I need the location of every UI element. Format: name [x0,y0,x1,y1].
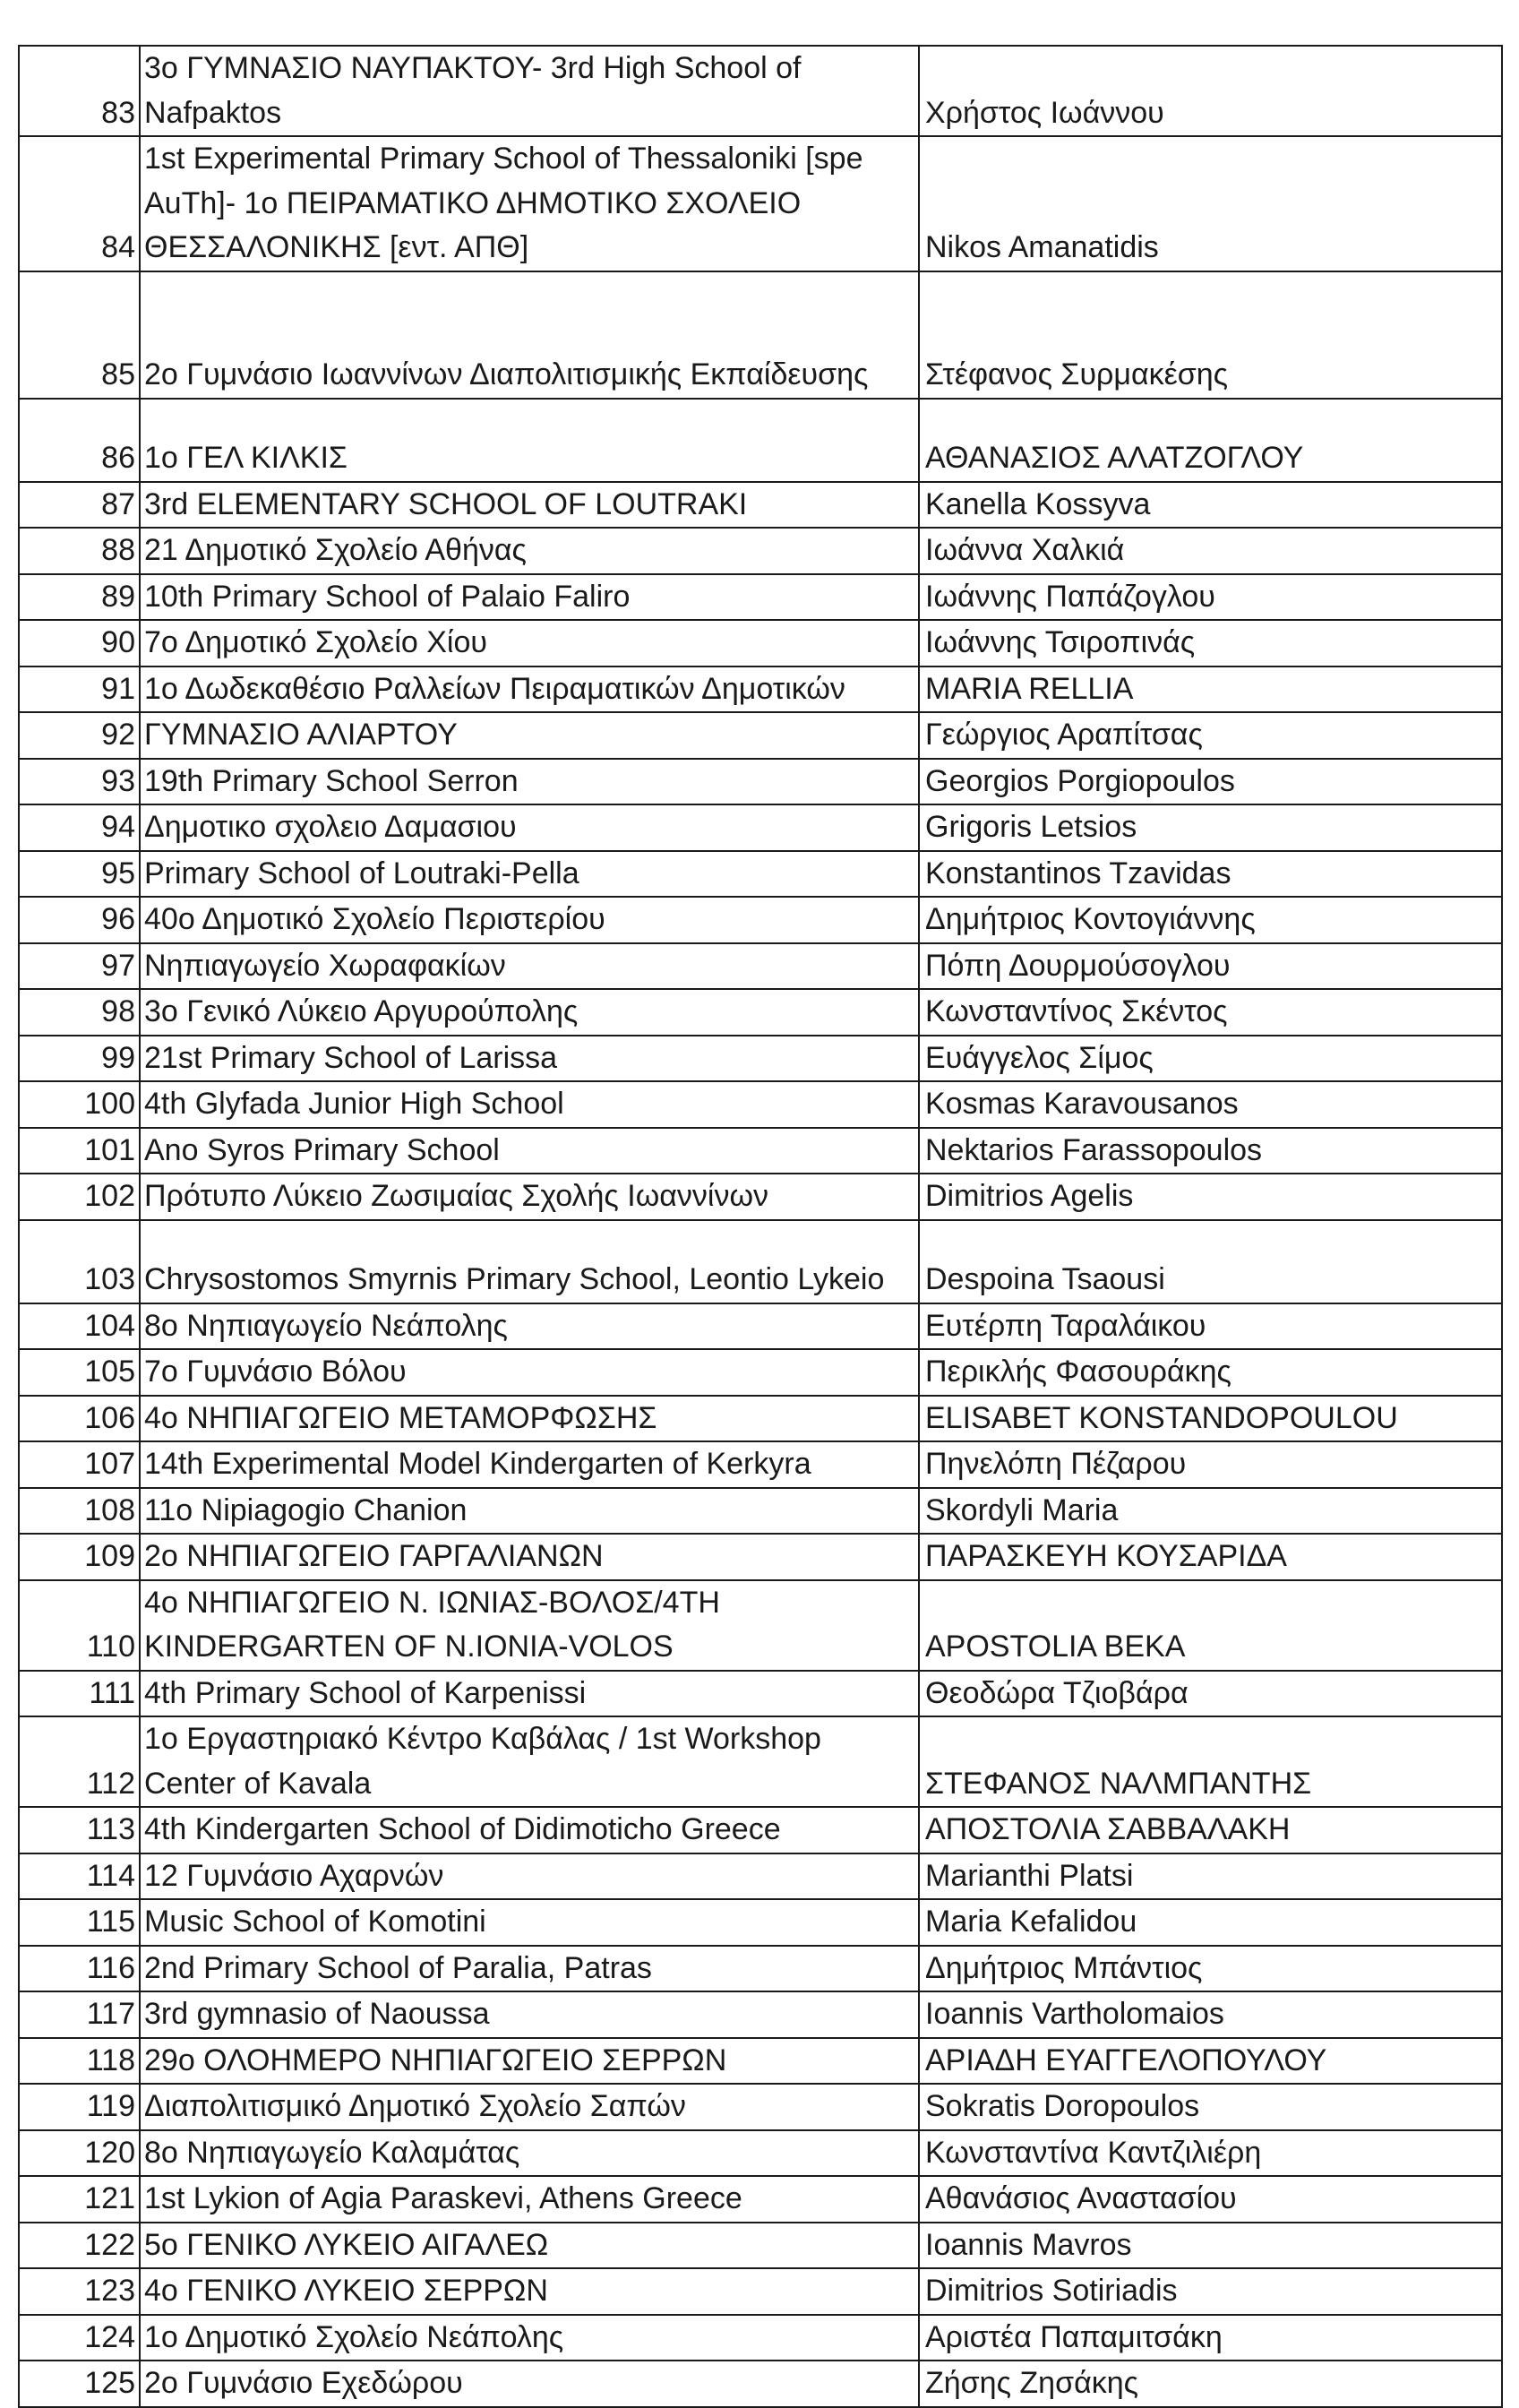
table-row [19,1174,1502,1220]
row-number: 93 [19,759,140,805]
school-name: 8ο Νηπιαγωγείο Καλαμάτας [140,2130,919,2177]
school-name: Music School of Komotini [140,1899,919,1946]
table-row [19,1580,1502,1671]
row-number: 123 [19,2268,140,2315]
contact-person: Skordyli Maria [919,1488,1502,1535]
table-row [19,1396,1502,1442]
table-row [19,2176,1502,2223]
contact-person: Δημήτριος Κοντογιάννης [919,897,1502,943]
contact-person: ΣΤΕΦΑΝΟΣ ΝΑΛΜΠΑΝΤΗΣ [919,1716,1502,1807]
table-row [19,528,1502,574]
row-number: 106 [19,1396,140,1442]
table-row [19,851,1502,898]
row-number: 89 [19,574,140,621]
school-name: Chrysostomos Smyrnis Primary School, Leontio Lykeio [140,1220,919,1303]
row-number: 84 [19,136,140,271]
row-number: 98 [19,989,140,1036]
school-name: Ano Syros Primary School [140,1128,919,1174]
school-name: 7ο Δημοτικό Σχολείο Χίου [140,620,919,666]
table-row [19,399,1502,482]
row-number: 115 [19,1899,140,1946]
school-name: 4ο ΝΗΠΙΑΓΩΓΕΙΟ Ν. ΙΩΝΙΑΣ-ΒΟΛΟΣ/4ΤΗ KINDERGARTEN OF N.IONIA-VOLOS [140,1580,919,1671]
contact-person: Αριστέα Παπαμιτσάκη [919,2315,1502,2361]
school-name: 3rd ELEMENTARY SCHOOL OF LOUTRAKI [140,482,919,529]
school-name: 4th Glyfada Junior High School [140,1081,919,1128]
contact-person: Ιωάννης Παπάζογλου [919,574,1502,621]
school-name: 3ο ΓΥΜΝΑΣΙΟ ΝΑΥΠΑΚΤΟΥ- 3rd High School of Nafpaktos [140,46,919,136]
school-name: 8ο Νηπιαγωγείο Νεάπολης [140,1303,919,1350]
row-number: 94 [19,804,140,851]
table-row [19,1441,1502,1488]
school-name: 29ο ΟΛΟΗΜΕΡΟ ΝΗΠΙΑΓΩΓΕΙΟ ΣΕΡΡΩΝ [140,2038,919,2085]
row-number: 121 [19,2176,140,2223]
school-name: 3rd gymnasio of Naoussa [140,1991,919,2038]
contact-person: Θεοδώρα Τζιοβάρα [919,1671,1502,1717]
contact-person: Ιωάννης Τσιροπινάς [919,620,1502,666]
table-row [19,2361,1502,2407]
contact-person: Στέφανος Συρμακέσης [919,271,1502,399]
row-number: 120 [19,2130,140,2177]
school-name: 4ο ΝΗΠΙΑΓΩΓΕΙΟ ΜΕΤΑΜΟΡΦΩΣΗΣ [140,1396,919,1442]
table-row [19,1081,1502,1128]
row-number: 124 [19,2315,140,2361]
contact-person: ELISABET KONSTANDOPOULOU [919,1396,1502,1442]
contact-person: Dimitrios Sotiriadis [919,2268,1502,2315]
school-name: ΓΥΜΝΑΣΙΟ ΑΛΙΑΡΤΟΥ [140,712,919,759]
table-row [19,1671,1502,1717]
table-row [19,759,1502,805]
row-number: 104 [19,1303,140,1350]
table-row [19,1036,1502,1082]
table-row [19,804,1502,851]
school-name: 40ο Δημοτικό Σχολείο Περιστερίου [140,897,919,943]
row-number: 92 [19,712,140,759]
row-number: 87 [19,482,140,529]
contact-person: ΠΑΡΑΣΚΕΥΗ ΚΟΥΣΑΡΙΔΑ [919,1534,1502,1580]
contact-person: Δημήτριος Μπάντιος [919,1946,1502,1992]
row-number: 108 [19,1488,140,1535]
contact-person: Marianthi Platsi [919,1853,1502,1900]
table-row [19,1220,1502,1303]
contact-person: Πηνελόπη Πέζαρου [919,1441,1502,1488]
row-number: 90 [19,620,140,666]
contact-person: Ευτέρπη Ταραλάικου [919,1303,1502,1350]
row-number: 116 [19,1946,140,1992]
school-name: 14th Experimental Model Kindergarten of Kerkyra [140,1441,919,1488]
table-row [19,943,1502,990]
contact-person: ΑΠΟΣΤΟΛΙΑ ΣΑΒΒΑΛΑΚΗ [919,1807,1502,1853]
row-number: 88 [19,528,140,574]
table-row [19,136,1502,271]
table-row [19,712,1502,759]
row-number: 118 [19,2038,140,2085]
row-number: 125 [19,2361,140,2407]
row-number: 99 [19,1036,140,1082]
row-number: 97 [19,943,140,990]
row-number: 117 [19,1991,140,2038]
school-name: 4ο ΓΕΝΙΚΟ ΛΥΚΕΙΟ ΣΕΡΡΩΝ [140,2268,919,2315]
row-number: 122 [19,2223,140,2269]
table-row [19,46,1502,136]
school-name: 3ο Γενικό Λύκειο Αργυρούπολης [140,989,919,1036]
table-row [19,620,1502,666]
table-row [19,1946,1502,1992]
contact-person: Κωνσταντίνος Σκέντος [919,989,1502,1036]
row-number: 96 [19,897,140,943]
table-row [19,2223,1502,2269]
row-number: 111 [19,1671,140,1717]
table-row [19,1488,1502,1535]
school-name: 5ο ΓΕΝΙΚΟ ΛΥΚΕΙΟ ΑΙΓΑΛΕΩ [140,2223,919,2269]
row-number: 83 [19,46,140,136]
row-number: 112 [19,1716,140,1807]
row-number: 114 [19,1853,140,1900]
contact-person: MARIA RELLIA [919,666,1502,713]
school-name: 1st Lykion of Agia Paraskevi, Athens Greece [140,2176,919,2223]
school-name: 1ο ΓΕΛ ΚΙΛΚΙΣ [140,399,919,482]
contact-person: Ioannis Vartholomaios [919,1991,1502,2038]
table-row [19,1991,1502,2038]
contact-person: Χρήστος Ιωάννου [919,46,1502,136]
school-name: 1ο Δημοτικό Σχολείο Νεάπολης [140,2315,919,2361]
table-row [19,1349,1502,1396]
table-row [19,2315,1502,2361]
school-name: 12 Γυμνάσιο Αχαρνών [140,1853,919,1900]
contact-person: Γεώργιος Αραπίτσας [919,712,1502,759]
table-row [19,271,1502,399]
contact-person: Ιωάννα Χαλκιά [919,528,1502,574]
school-name: Πρότυπο Λύκειο Ζωσιμαίας Σχολής Ιωαννίνων [140,1174,919,1220]
school-name: 1ο Εργαστηριακό Κέντρο Καβάλας / 1st Workshop Center of Kavala [140,1716,919,1807]
contact-person: ΑΡΙΑΔΗ ΕΥΑΓΓΕΛΟΠΟΥΛΟΥ [919,2038,1502,2085]
table-row [19,1128,1502,1174]
school-name: Διαπολιτισμικό Δημοτικό Σχολείο Σαπών [140,2084,919,2130]
row-number: 113 [19,1807,140,1853]
table-row [19,2038,1502,2085]
school-name: Νηπιαγωγείο Χωραφακίων [140,943,919,990]
row-number: 103 [19,1220,140,1303]
row-number: 86 [19,399,140,482]
contact-person: Georgios Porgiopoulos [919,759,1502,805]
contact-person: Sokratis Doropoulos [919,2084,1502,2130]
school-name: 2ο ΝΗΠΙΑΓΩΓΕΙΟ ΓΑΡΓΑΛΙΑΝΩΝ [140,1534,919,1580]
table-row [19,1303,1502,1350]
contact-person: Kanella Kossyva [919,482,1502,529]
contact-person: Περικλής Φασουράκης [919,1349,1502,1396]
table-row [19,2084,1502,2130]
contact-person: Nektarios Farassopoulos [919,1128,1502,1174]
school-name: 4th Primary School of Karpenissi [140,1671,919,1717]
school-name: 1st Experimental Primary School of Thessaloniki [spe AuTh]- 1ο ΠΕΙΡΑΜΑΤΙΚΟ ΔΗΜΟΤΙΚΟ ΣΧΟΛΕΙΟ ΘΕΣΣΑΛΟΝΙΚΗΣ [εντ. ΑΠΘ] [140,136,919,271]
table-row [19,989,1502,1036]
contact-person: Κωνσταντίνα Καντζιλιέρη [919,2130,1502,2177]
row-number: 110 [19,1580,140,1671]
table-row [19,574,1502,621]
school-name: 21 Δημοτικό Σχολείο Αθήνας [140,528,919,574]
table-row [19,1807,1502,1853]
row-number: 91 [19,666,140,713]
school-name: 4th Kindergarten School of Didimoticho Greece [140,1807,919,1853]
contact-person: Despoina Tsaousi [919,1220,1502,1303]
contact-person: Ζήσης Ζησάκης [919,2361,1502,2407]
school-name: 21st Primary School of Larissa [140,1036,919,1082]
table-row [19,1899,1502,1946]
row-number: 100 [19,1081,140,1128]
contact-person: Ioannis Mavros [919,2223,1502,2269]
school-name: Δημοτικο σχολειο Δαμασιου [140,804,919,851]
school-name: 19th Primary School Serron [140,759,919,805]
table-row [19,1853,1502,1900]
contact-person: Πόπη Δουρμούσογλου [919,943,1502,990]
school-name: Primary School of Loutraki-Pella [140,851,919,898]
participants-table [18,45,1503,2408]
school-name: 1ο Δωδεκαθέσιο Ραλλείων Πειραματικών Δημοτικών [140,666,919,713]
row-number: 119 [19,2084,140,2130]
contact-person: Dimitrios Agelis [919,1174,1502,1220]
row-number: 101 [19,1128,140,1174]
school-name: 2ο Γυμνάσιο Ιωαννίνων Διαπολιτισμικής Εκπαίδευσης [140,271,919,399]
table-row [19,482,1502,529]
row-number: 102 [19,1174,140,1220]
table-row [19,1534,1502,1580]
contact-person: ΑΘΑΝΑΣΙΟΣ ΑΛΑΤΖΟΓΛΟΥ [919,399,1502,482]
school-name: 10th Primary School of Palaio Faliro [140,574,919,621]
table-row [19,2268,1502,2315]
table-row [19,2130,1502,2177]
row-number: 95 [19,851,140,898]
contact-person: Ευάγγελος Σίμος [919,1036,1502,1082]
row-number: 109 [19,1534,140,1580]
table-row [19,897,1502,943]
contact-person: Kosmas Karavousanos [919,1081,1502,1128]
school-name: 2ο Γυμνάσιο Εχεδώρου [140,2361,919,2407]
school-name: 11ο Nipiagogio Chanion [140,1488,919,1535]
contact-person: Konstantinos Tzavidas [919,851,1502,898]
table-body [19,46,1502,2407]
contact-person: Nikos Amanatidis [919,136,1502,271]
contact-person: Αθανάσιος Αναστασίου [919,2176,1502,2223]
contact-person: Grigoris Letsios [919,804,1502,851]
row-number: 105 [19,1349,140,1396]
table-row [19,1716,1502,1807]
school-name: 2nd Primary School of Paralia, Patras [140,1946,919,1992]
row-number: 85 [19,271,140,399]
contact-person: APOSTOLIA BEKA [919,1580,1502,1671]
contact-person: Maria Kefalidou [919,1899,1502,1946]
table-row [19,666,1502,713]
school-name: 7ο Γυμνάσιο Βόλου [140,1349,919,1396]
row-number: 107 [19,1441,140,1488]
